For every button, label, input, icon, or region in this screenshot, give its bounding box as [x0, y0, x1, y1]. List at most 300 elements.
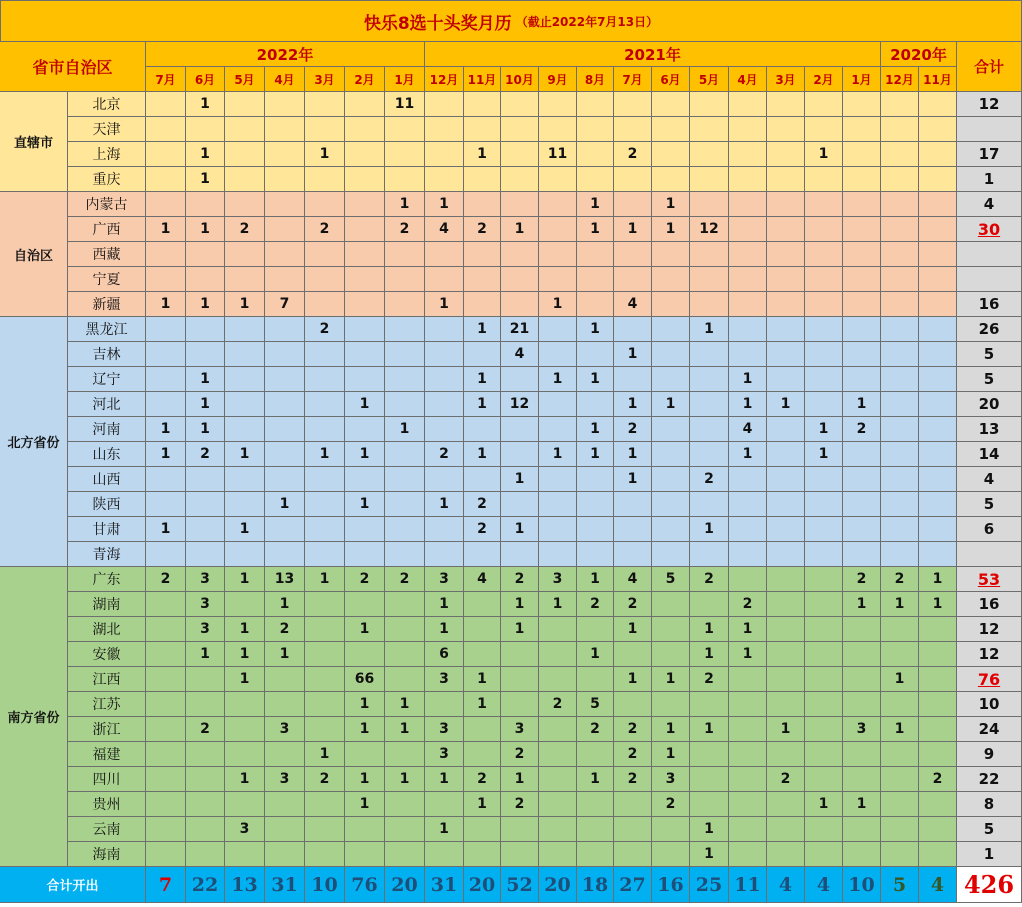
data-cell: 1 [614, 392, 652, 417]
province-name: 四川 [68, 767, 146, 792]
row-total: 1 [957, 167, 1022, 192]
data-cell [805, 367, 843, 392]
data-cell: 2 [186, 442, 225, 467]
row-total: 4 [957, 192, 1022, 217]
data-cell [729, 517, 767, 542]
data-cell [385, 842, 425, 867]
data-cell: 2 [577, 717, 614, 742]
data-cell [305, 417, 345, 442]
data-cell [186, 492, 225, 517]
row-total: 16 [957, 292, 1022, 317]
data-cell: 2 [501, 567, 539, 592]
data-cell [501, 442, 539, 467]
month-header: 5月 [690, 67, 729, 92]
footer-total: 18 [577, 867, 614, 903]
data-cell: 1 [146, 517, 186, 542]
month-header: 11月 [919, 67, 957, 92]
data-cell [146, 92, 186, 117]
data-cell: 1 [577, 442, 614, 467]
data-cell [305, 792, 345, 817]
data-cell [425, 242, 464, 267]
data-cell [345, 842, 385, 867]
month-header: 8月 [577, 67, 614, 92]
data-cell [843, 492, 881, 517]
data-cell [690, 92, 729, 117]
data-cell [614, 367, 652, 392]
data-cell [577, 342, 614, 367]
data-cell [614, 317, 652, 342]
data-cell [425, 392, 464, 417]
data-cell [265, 442, 305, 467]
data-cell: 2 [425, 442, 464, 467]
data-cell: 12 [501, 392, 539, 417]
footer-total: 31 [425, 867, 464, 903]
data-cell [843, 367, 881, 392]
data-cell: 2 [614, 742, 652, 767]
data-cell [345, 167, 385, 192]
data-cell [729, 767, 767, 792]
data-cell [919, 542, 957, 567]
data-cell [464, 92, 501, 117]
data-cell [186, 342, 225, 367]
data-cell [305, 292, 345, 317]
data-cell [805, 642, 843, 667]
row-total: 10 [957, 692, 1022, 717]
data-cell: 1 [881, 717, 919, 742]
province-name: 广西 [68, 217, 146, 242]
data-cell: 2 [614, 142, 652, 167]
data-cell [577, 267, 614, 292]
data-cell [919, 817, 957, 842]
data-cell [345, 317, 385, 342]
data-cell: 1 [265, 642, 305, 667]
data-cell: 2 [843, 567, 881, 592]
data-cell: 1 [729, 442, 767, 467]
data-cell: 1 [690, 317, 729, 342]
data-cell [265, 842, 305, 867]
data-cell [305, 692, 345, 717]
data-cell [186, 692, 225, 717]
data-cell: 2 [577, 592, 614, 617]
data-cell [539, 317, 577, 342]
month-header: 1月 [385, 67, 425, 92]
data-cell [539, 92, 577, 117]
data-cell [767, 117, 805, 142]
data-cell [729, 567, 767, 592]
data-cell: 1 [501, 517, 539, 542]
data-cell [186, 542, 225, 567]
data-cell: 1 [464, 792, 501, 817]
data-cell [919, 417, 957, 442]
data-cell [767, 442, 805, 467]
data-cell [805, 242, 843, 267]
data-cell: 3 [539, 567, 577, 592]
data-cell [425, 542, 464, 567]
province-name: 山东 [68, 442, 146, 467]
data-cell [881, 467, 919, 492]
data-cell: 2 [881, 567, 919, 592]
data-cell [385, 267, 425, 292]
data-cell: 3 [652, 767, 690, 792]
data-cell [539, 167, 577, 192]
data-cell [146, 792, 186, 817]
data-cell [425, 842, 464, 867]
footer-total: 11 [729, 867, 767, 903]
data-cell [425, 267, 464, 292]
month-header: 6月 [652, 67, 690, 92]
data-cell [652, 317, 690, 342]
data-cell [539, 642, 577, 667]
data-cell [843, 517, 881, 542]
data-cell: 2 [305, 217, 345, 242]
data-cell [881, 817, 919, 842]
data-cell: 1 [577, 767, 614, 792]
data-cell: 1 [501, 592, 539, 617]
data-cell [729, 817, 767, 842]
row-total: 5 [957, 367, 1022, 392]
row-total: 16 [957, 592, 1022, 617]
data-cell [265, 392, 305, 417]
data-cell: 1 [464, 692, 501, 717]
month-header: 3月 [767, 67, 805, 92]
data-cell [539, 117, 577, 142]
data-cell [805, 767, 843, 792]
data-cell [305, 192, 345, 217]
data-cell [186, 517, 225, 542]
data-cell [345, 592, 385, 617]
province-name: 河南 [68, 417, 146, 442]
data-cell [265, 267, 305, 292]
footer-total: 10 [843, 867, 881, 903]
data-cell: 2 [265, 617, 305, 642]
data-cell [305, 667, 345, 692]
data-cell [843, 317, 881, 342]
data-cell [843, 292, 881, 317]
data-cell [146, 817, 186, 842]
data-cell [843, 342, 881, 367]
data-cell [146, 117, 186, 142]
province-name: 辽宁 [68, 367, 146, 392]
province-name: 重庆 [68, 167, 146, 192]
data-cell [843, 767, 881, 792]
data-cell [767, 467, 805, 492]
data-cell: 1 [225, 292, 265, 317]
data-cell [186, 767, 225, 792]
row-total: 1 [957, 842, 1022, 867]
data-cell [843, 167, 881, 192]
data-cell [919, 292, 957, 317]
data-cell: 1 [186, 392, 225, 417]
data-cell [805, 192, 843, 217]
data-cell [225, 467, 265, 492]
data-cell [767, 217, 805, 242]
data-cell: 2 [305, 767, 345, 792]
data-cell: 1 [843, 792, 881, 817]
month-header: 7月 [614, 67, 652, 92]
data-cell [614, 542, 652, 567]
row-total: 9 [957, 742, 1022, 767]
data-cell [729, 292, 767, 317]
footer-total: 20 [464, 867, 501, 903]
data-cell [805, 167, 843, 192]
data-cell: 1 [577, 367, 614, 392]
data-cell [767, 367, 805, 392]
data-cell [464, 117, 501, 142]
data-cell: 1 [225, 617, 265, 642]
data-cell: 1 [577, 417, 614, 442]
data-cell [652, 692, 690, 717]
data-cell: 3 [425, 567, 464, 592]
data-cell: 1 [652, 742, 690, 767]
data-cell [539, 242, 577, 267]
data-cell [186, 242, 225, 267]
data-cell [690, 492, 729, 517]
data-cell [767, 342, 805, 367]
data-cell: 1 [186, 142, 225, 167]
data-cell [265, 542, 305, 567]
data-cell [225, 117, 265, 142]
data-cell [385, 517, 425, 542]
data-cell: 1 [425, 492, 464, 517]
data-cell [919, 217, 957, 242]
data-cell [146, 192, 186, 217]
data-cell [614, 492, 652, 517]
data-cell [186, 467, 225, 492]
footer-total: 22 [186, 867, 225, 903]
data-cell: 12 [690, 217, 729, 242]
month-header: 11月 [464, 67, 501, 92]
data-cell: 1 [805, 442, 843, 467]
month-header: 4月 [729, 67, 767, 92]
data-cell: 21 [501, 317, 539, 342]
data-cell [225, 842, 265, 867]
row-total: 14 [957, 442, 1022, 467]
data-cell: 1 [881, 592, 919, 617]
data-cell [539, 842, 577, 867]
data-cell [729, 267, 767, 292]
footer-total: 4 [767, 867, 805, 903]
data-cell: 1 [305, 742, 345, 767]
data-cell [186, 267, 225, 292]
data-cell [464, 242, 501, 267]
data-cell [186, 792, 225, 817]
data-cell [614, 192, 652, 217]
data-cell [146, 692, 186, 717]
data-cell [614, 167, 652, 192]
data-cell [539, 542, 577, 567]
data-cell [305, 717, 345, 742]
data-cell: 1 [345, 442, 385, 467]
data-cell: 1 [186, 217, 225, 242]
data-cell [805, 592, 843, 617]
data-cell [265, 692, 305, 717]
data-cell: 1 [345, 617, 385, 642]
data-cell [539, 392, 577, 417]
data-cell [805, 217, 843, 242]
data-cell: 2 [690, 667, 729, 692]
data-cell [843, 692, 881, 717]
data-cell: 1 [652, 667, 690, 692]
data-cell: 1 [305, 442, 345, 467]
data-cell [767, 292, 805, 317]
data-cell: 1 [345, 392, 385, 417]
footer-total: 16 [652, 867, 690, 903]
data-cell [225, 692, 265, 717]
data-cell [385, 442, 425, 467]
data-cell [843, 92, 881, 117]
data-cell [652, 442, 690, 467]
data-cell [843, 192, 881, 217]
data-cell [729, 117, 767, 142]
province-name: 江苏 [68, 692, 146, 717]
data-cell: 3 [186, 617, 225, 642]
data-cell [385, 792, 425, 817]
data-cell [539, 767, 577, 792]
data-cell [690, 767, 729, 792]
data-cell [425, 417, 464, 442]
data-cell: 2 [464, 517, 501, 542]
year-header: 2020年 [881, 42, 957, 67]
data-cell [345, 742, 385, 767]
province-name: 广东 [68, 567, 146, 592]
data-cell [729, 692, 767, 717]
data-cell [919, 667, 957, 692]
data-cell [265, 242, 305, 267]
data-cell: 1 [539, 292, 577, 317]
data-cell [345, 92, 385, 117]
row-total [957, 542, 1022, 567]
data-cell: 2 [614, 592, 652, 617]
data-cell [385, 392, 425, 417]
data-cell: 1 [729, 367, 767, 392]
data-cell [345, 217, 385, 242]
data-cell: 2 [464, 217, 501, 242]
province-name: 新疆 [68, 292, 146, 317]
province-name: 黑龙江 [68, 317, 146, 342]
data-cell [501, 542, 539, 567]
row-total: 5 [957, 817, 1022, 842]
row-total [957, 117, 1022, 142]
data-cell: 1 [614, 217, 652, 242]
data-cell [345, 417, 385, 442]
data-cell [464, 742, 501, 767]
data-cell: 1 [305, 567, 345, 592]
data-cell [843, 442, 881, 467]
data-cell [225, 792, 265, 817]
data-cell: 3 [265, 767, 305, 792]
data-cell [501, 242, 539, 267]
data-cell [843, 542, 881, 567]
data-cell [805, 92, 843, 117]
data-cell [919, 242, 957, 267]
data-cell [464, 842, 501, 867]
data-cell [690, 392, 729, 417]
data-cell [652, 642, 690, 667]
data-cell [690, 117, 729, 142]
data-cell: 2 [464, 767, 501, 792]
data-cell [805, 667, 843, 692]
month-header: 2月 [805, 67, 843, 92]
province-name: 甘肃 [68, 517, 146, 542]
region-header: 省市自治区 [0, 42, 146, 92]
data-cell [146, 767, 186, 792]
province-name: 陕西 [68, 492, 146, 517]
data-cell [919, 117, 957, 142]
data-cell [577, 817, 614, 842]
data-cell: 1 [729, 617, 767, 642]
data-cell [305, 467, 345, 492]
data-cell: 2 [385, 567, 425, 592]
data-cell: 2 [614, 417, 652, 442]
data-cell [345, 517, 385, 542]
data-cell: 1 [186, 642, 225, 667]
data-cell [186, 742, 225, 767]
data-cell [843, 742, 881, 767]
data-cell [225, 192, 265, 217]
data-cell [345, 367, 385, 392]
data-cell [146, 467, 186, 492]
data-cell [146, 842, 186, 867]
data-cell: 1 [464, 667, 501, 692]
data-cell [146, 642, 186, 667]
data-cell [614, 517, 652, 542]
data-cell [805, 817, 843, 842]
data-cell [345, 192, 385, 217]
data-cell [305, 242, 345, 267]
data-cell [767, 267, 805, 292]
data-cell [577, 667, 614, 692]
data-cell: 1 [501, 617, 539, 642]
data-cell: 2 [767, 767, 805, 792]
group-label: 北方省份 [0, 317, 68, 567]
data-cell [345, 142, 385, 167]
data-cell: 2 [501, 792, 539, 817]
data-cell: 2 [652, 792, 690, 817]
data-cell: 3 [425, 667, 464, 692]
data-cell [652, 342, 690, 367]
data-cell: 2 [385, 217, 425, 242]
data-cell [881, 317, 919, 342]
data-cell [146, 317, 186, 342]
data-cell [385, 292, 425, 317]
data-cell [225, 242, 265, 267]
data-cell [690, 167, 729, 192]
data-cell [539, 492, 577, 517]
data-cell [425, 692, 464, 717]
data-cell [225, 342, 265, 367]
data-cell [767, 842, 805, 867]
data-cell: 1 [225, 667, 265, 692]
data-cell [385, 142, 425, 167]
data-cell [345, 117, 385, 142]
data-cell [881, 242, 919, 267]
data-cell [690, 592, 729, 617]
data-cell [305, 842, 345, 867]
data-cell [881, 542, 919, 567]
data-cell [265, 92, 305, 117]
data-cell [805, 567, 843, 592]
data-cell [729, 217, 767, 242]
data-cell [385, 667, 425, 692]
province-name: 湖北 [68, 617, 146, 642]
data-cell [652, 117, 690, 142]
data-cell [425, 117, 464, 142]
data-cell [614, 817, 652, 842]
data-cell [146, 267, 186, 292]
province-name: 江西 [68, 667, 146, 692]
data-cell [305, 392, 345, 417]
data-cell: 2 [501, 742, 539, 767]
